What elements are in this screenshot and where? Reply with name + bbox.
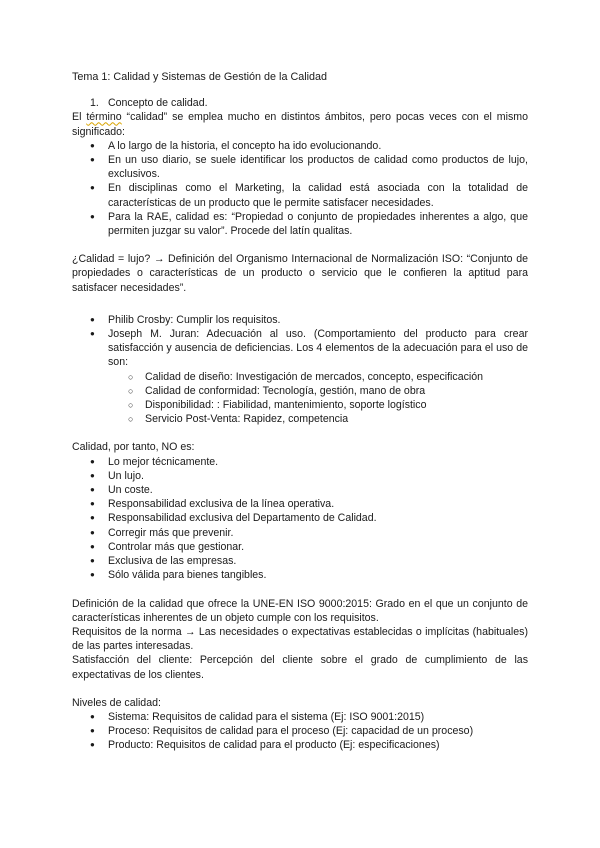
not-quality-heading: Calidad, por tanto, NO es:: [72, 441, 195, 454]
document-title: Tema 1: Calidad y Sistemas de Gestión de la Calidad: [72, 71, 328, 83]
not-quality-list: [72, 455, 528, 583]
list-item: ● Para la RAE, calidad es: “Propiedad o conjunto de propiedades inherentes a algo, que permiten juzgar su valor”. Procede del latín qualitas.: [72, 210, 528, 238]
list-item: ● Un coste.: [72, 483, 528, 497]
list-item: ● Exclusiva de las empresas.: [72, 554, 528, 568]
section-title: Concepto de calidad.: [108, 97, 208, 110]
list-item: ○ Calidad de diseño: Investigación de mercados, concepto, especificación: [72, 370, 528, 384]
juran-definition: Joseph M. Juran: Adecuación al uso. (Comportamiento del producto para crear satisfacción y ausencia de deficiencias. Los 4 elementos de la adecuación para el uso de son:: [108, 328, 528, 369]
list-item: ● Sólo válida para bienes tangibles.: [72, 568, 528, 582]
juran-elements-list: [72, 370, 528, 427]
list-item: [72, 327, 528, 426]
intro-text-start: El: [72, 111, 87, 124]
list-item: ● Proceso: Requisitos de calidad para el proceso (Ej: capacidad de un proceso): [72, 724, 528, 738]
concept-bullet-list: [72, 139, 528, 238]
list-item: ● Corregir más que prevenir.: [72, 526, 528, 540]
authors-list: [72, 313, 528, 427]
list-item: ● Producto: Requisitos de calidad para el producto (Ej: especificaciones): [72, 738, 528, 752]
list-item: ○ Servicio Post-Venta: Rapidez, competencia: [72, 412, 528, 426]
levels-heading: Niveles de calidad:: [72, 696, 161, 709]
list-item: ● A lo largo de la historia, el concepto ha ido evolucionando.: [72, 139, 528, 153]
list-item: ● Responsabilidad exclusiva del Departamento de Calidad.: [72, 511, 528, 525]
une-requirements-paragraph: Requisitos de la norma → Las necesidades o expectativas establecidas o implícitas (habituales) de las partes interesadas.: [72, 625, 528, 653]
list-item: ● En un uso diario, se suele identificar los productos de calidad como productos de lujo, exclusivos.: [72, 153, 528, 181]
list-item: ● Lo mejor técnicamente.: [72, 455, 528, 469]
list-item: ● Responsabilidad exclusiva de la línea operativa.: [72, 497, 528, 511]
section-heading: [90, 96, 528, 110]
iso-definition-paragraph: ¿Calidad = lujo? → Definición del Organismo Internacional de Normalización ISO: “Conjunto de propiedades o características de un producto o servicio que le confieren la aptitud para satisfacer necesidades”.: [72, 253, 528, 294]
list-item: ○ Calidad de conformidad: Tecnología, gestión, mano de obra: [72, 384, 528, 398]
list-item: ● Controlar más que gestionar.: [72, 540, 528, 554]
spellcheck-marked-word: término: [86, 111, 122, 124]
list-item: ● En disciplinas como el Marketing, la calidad está asociada con la totalidad de características de un producto que le permite satisfacer necesidades.: [72, 181, 528, 209]
list-item: ● Un lujo.: [72, 469, 528, 483]
list-item: ● Philib Crosby: Cumplir los requisitos.: [72, 313, 528, 327]
une-definition-paragraph: Definición de la calidad que ofrece la UNE-EN ISO 9000:2015: Grado en el que un conjunto de características inherentes de un objeto cumple con los requisitos.: [72, 597, 528, 624]
intro-paragraph: [72, 110, 528, 138]
quality-levels-list: [72, 710, 528, 753]
list-item: ● Sistema: Requisitos de calidad para el sistema (Ej: ISO 9001:2015): [72, 710, 528, 724]
list-item: ○ Disponibilidad: : Fiabilidad, mantenimiento, soporte logístico: [72, 398, 528, 412]
section-number: 1.: [90, 97, 99, 110]
intro-text-end: “calidad” se emplea mucho en distintos ámbitos, pero pocas veces con el mismo significado:: [72, 111, 528, 138]
customer-satisfaction-paragraph: Satisfacción del cliente: Percepción del cliente sobre el grado de cumplimiento de las expectativas de los clientes.: [72, 654, 528, 681]
